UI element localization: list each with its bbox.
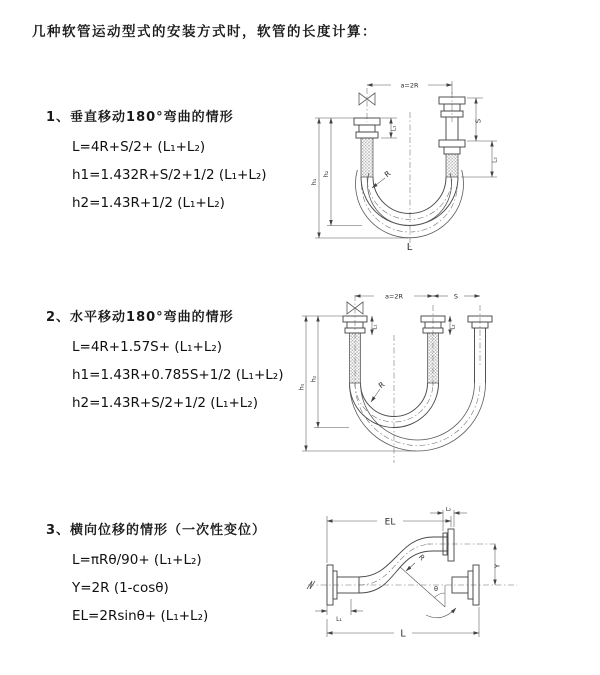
dim-r-leader [372,169,392,188]
formula-line: L=πRθ/90+ (L₁+L₂) [72,552,202,568]
section-horizontal-bend [46,306,283,417]
dim-label-s: S [474,118,483,124]
dim-l [327,607,479,640]
dim-a-2r [355,293,433,301]
braid-section [446,154,458,177]
dim-label-l1: L₁ [390,125,398,132]
diagram-horizontal-180-bend [298,283,590,473]
centerlines [355,292,480,463]
dim-l2 [461,141,499,177]
dim-label-h2: h₂ [322,170,330,178]
diagram-vertical-180-bend [305,72,570,257]
dim-r-leader [371,380,386,402]
dim-s [467,98,497,141]
dim-el [327,516,451,563]
formula-line: L=4R+1.57S+ (L₁+L₂) [72,339,223,355]
dim-label-r: R [382,168,393,180]
dim-l1 [315,599,363,623]
braid-section [361,138,373,177]
dim-label-l1: L₁ [336,616,342,623]
section-2-formulas [72,333,283,417]
section-1-formulas [72,133,267,217]
centerlines [362,88,458,248]
hose-u-bend [356,170,464,238]
formula-line: h1=1.432R+S/2+1/2 (L₁+L₂) [72,167,267,183]
hose-u-bends [350,383,486,451]
dim-label-l2: L₂ [445,507,452,513]
dim-label-el: EL [384,517,396,528]
braid-section [350,333,361,383]
section-3-heading: 3、横向位移的情形（一次性变位） [46,523,267,538]
dim-label-y: Y [493,563,502,569]
section-1-heading: 1、垂直移动180°弯曲的情形 [46,110,234,125]
dim-label-l: L [406,242,413,253]
formula-line: h2=1.43R+1/2 (L₁+L₂) [72,195,225,211]
dim-label-l1: L₁ [372,324,379,330]
dim-label-h1: h₁ [298,383,306,391]
formula-line: L=4R+S/2+ (L₁+L₂) [72,139,206,155]
formula-line: Y=2R (1-cosθ) [72,580,169,596]
right-hose-end-lower [439,140,465,177]
dim-label-h1: h₁ [310,178,318,186]
section-3-formulas [72,546,266,630]
dim-label-r: R [376,379,387,391]
dim-label-r: R [416,553,427,563]
dim-y [494,544,502,585]
centerlines [308,544,517,585]
dim-label-theta: θ [434,585,438,593]
diagram-lateral-displacement [302,503,600,648]
dim-l1 [381,118,398,138]
dim-h2 [310,316,350,428]
formula-line: h1=1.43R+0.785S+1/2 (L₁+L₂) [72,367,284,383]
angle-theta [400,567,456,618]
dim-s [433,293,480,301]
dim-l2 [430,507,467,531]
dim-label-l2: L₂ [491,157,499,163]
dim-l2 [450,316,457,335]
dim-label-l: L [400,628,406,640]
braid-section [428,333,439,383]
upper-hose-end-moved [433,529,454,561]
dim-label-a2r: a=2R [400,81,419,90]
dim-r-leader [406,553,426,571]
dim-label-h2: h₂ [309,375,318,383]
dim-l1 [372,316,379,335]
dim-label-s: S [453,292,459,301]
dim-a-2r [367,81,452,94]
section-vertical-bend [46,106,267,217]
section-lateral-displacement [46,519,266,630]
dim-label-l2: L₂ [450,324,457,330]
dim-label-a2r: a=2R [384,292,404,301]
page-title: 几种软管运动型式的安装方式时，软管的长度计算： [32,24,377,40]
formula-line: EL=2Rsinθ+ (L₁+L₂) [72,608,209,624]
left-hose-end [354,118,380,177]
formula-line: h2=1.43R+S/2+1/2 (L₁+L₂) [72,395,258,411]
section-2-heading: 2、水平移动180°弯曲的情形 [46,310,234,325]
left-hose-end [343,316,367,383]
